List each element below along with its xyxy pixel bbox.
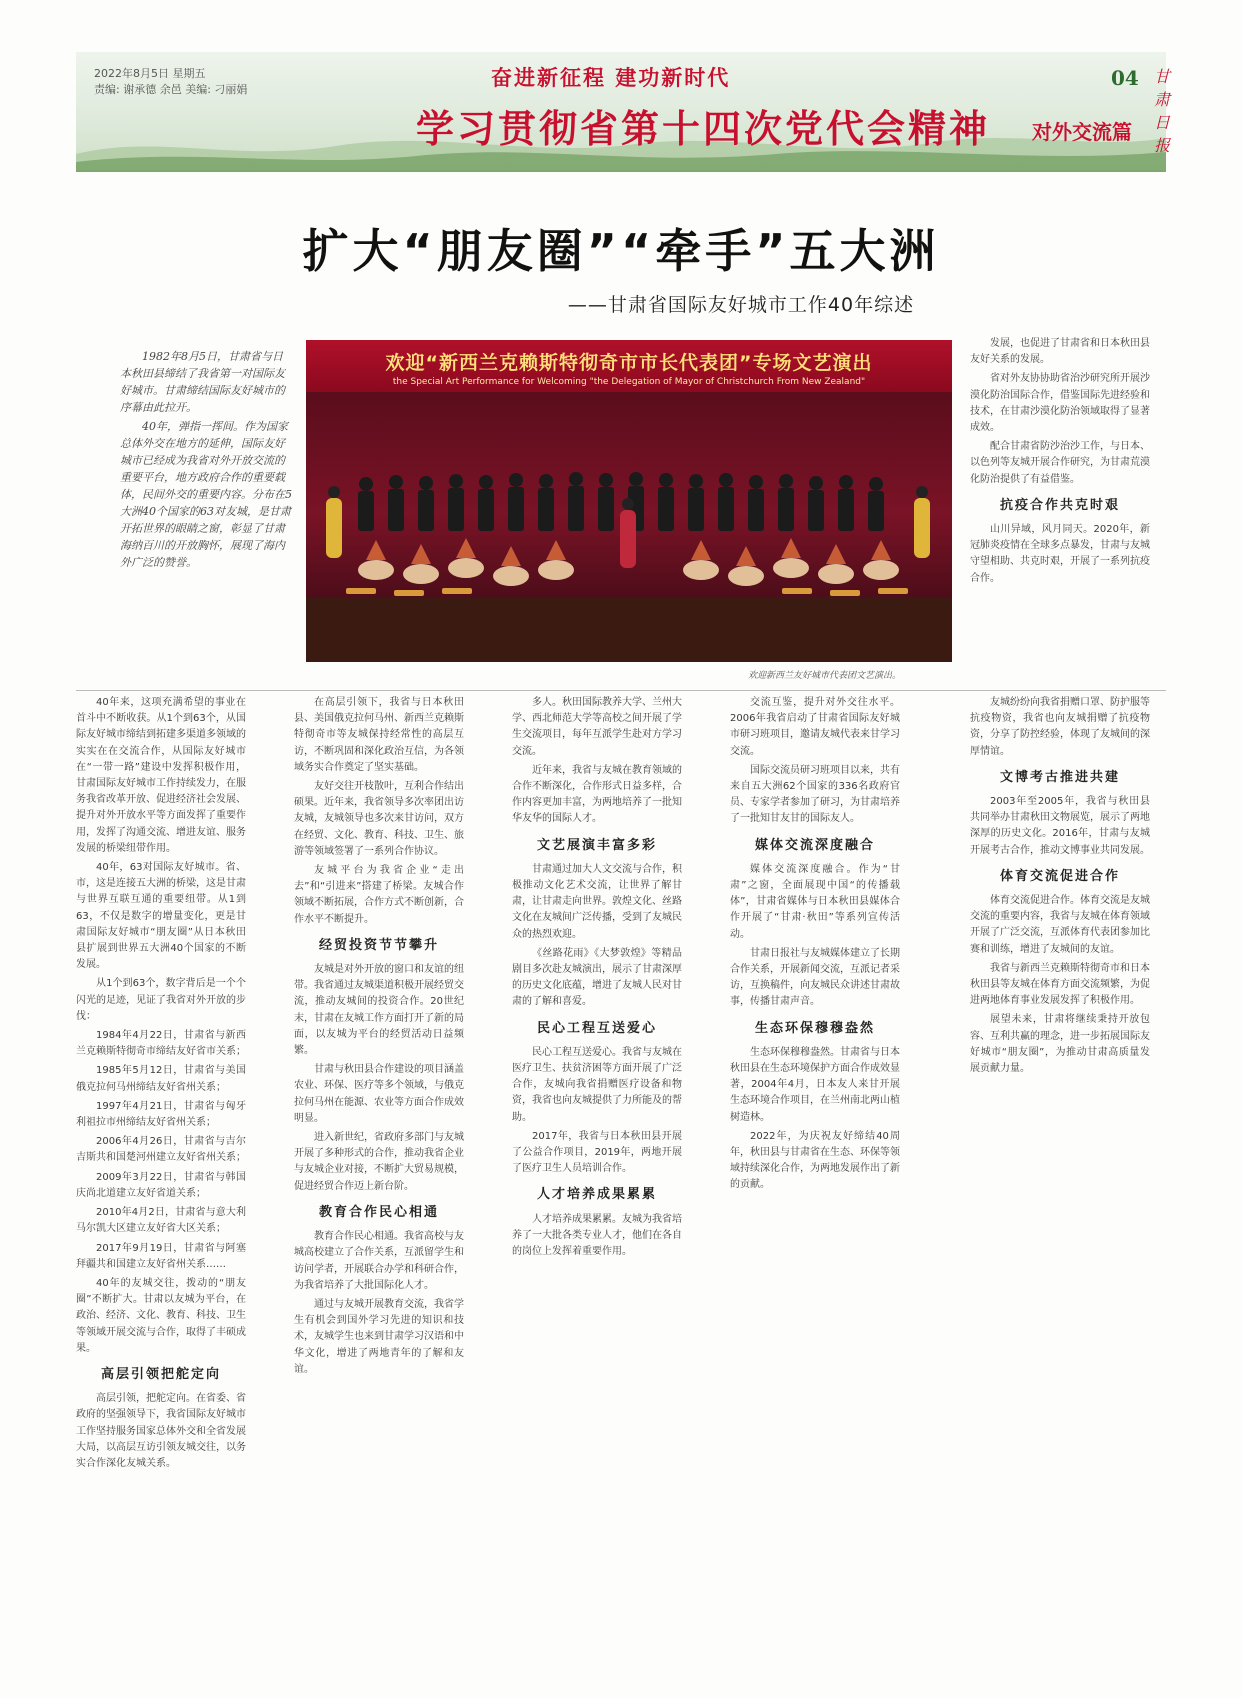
body-paragraph: 1997年4月21日，甘肃省与匈牙利祖拉市州缔结友好省州关系； — [76, 1100, 246, 1129]
body-paragraph: 展望未来，甘肃将继续秉持开放包容、互利共赢的理念，进一步拓展国际友好城市“朋友圈”，为推动甘肃高质量发展贡献力量。 — [970, 1014, 1150, 1075]
banner-english-text: the Special Art Performance for Welcoming "the Delegation of Mayor of Christchurch From New Zealand" — [392, 377, 866, 387]
body-paragraph: 教育合作民心相通。我省高校与友城高校建立了合作关系，互派留学生和访问学者，开展联合办学和科研合作，为我省培养了大批国际化人才。 — [294, 1231, 464, 1291]
intro-paragraph: 1982年8月5日，甘肃省与日本秋田县缔结了我省第一对国际友好城市。甘肃缔结国际友好城市的序幕由此拉开。 — [120, 350, 285, 414]
masthead-title: 学习贯彻省第十四次党代会精神 — [416, 107, 991, 151]
editor-credits: 责编: 谢承德 余邑 美编: 刁丽娟 — [94, 83, 248, 96]
section-heading: 体育交流促进合作 — [999, 868, 1120, 884]
body-paragraph: 1985年5月12日，甘肃省与美国俄克拉何马州缔结友好省州关系； — [76, 1065, 246, 1093]
section-heading: 高层引领把舵定向 — [100, 1366, 221, 1382]
stage-banner — [306, 340, 952, 392]
body-paragraph: 2017年，我省与日本秋田县开展了公益合作项目，2019年，两地开展了医疗卫生人员培训合作。 — [512, 1130, 682, 1175]
column-1 — [76, 695, 246, 1475]
body-paragraph: 2009年3月22日，甘肃省与韩国庆尚北道建立友好省道关系； — [76, 1171, 246, 1199]
newspaper-logo: 甘肃日报 — [1154, 67, 1171, 155]
body-paragraph: 2006年4月26日，甘肃省与吉尔吉斯共和国楚河州建立友好省州关系； — [76, 1136, 246, 1164]
body-paragraph: 我省与新西兰克赖斯特彻奇市和日本秋田县等友城在体育方面交流频繁，为促进两地体育事业发展发挥了积极作用。 — [970, 962, 1150, 1007]
body-paragraph: 民心工程互送爱心。我省与友城在医疗卫生、扶贫济困等方面开展了广泛合作，友城向我省捐赠医疗设备和物资，我省也向友城提供了力所能及的帮助。 — [512, 1046, 682, 1123]
body-paragraph: 2003年至2005年，我省与秋田县共同举办甘肃秋田文物展览，展示了两地深厚的历史文化。2016年，甘肃与友城开展考古合作，推动文博事业共同发展。 — [970, 796, 1150, 856]
body-paragraph: 交流互鉴，提升对外交往水平。2006年我省启动了甘肃省国际友好城市研习班项目，邀请友城代表来甘学习交流。 — [730, 697, 900, 757]
group-of-performers-image — [306, 392, 952, 662]
section-heading: 生态环保穆穆盎然 — [754, 1020, 875, 1036]
body-paragraph: 友城平台为我省企业“走出去”和“引进来”搭建了桥梁。友城合作领域不断拓展，合作方式不断创新，合作水平不断提升。 — [294, 865, 464, 925]
section-heading: 媒体交流深度融合 — [754, 837, 875, 853]
body-paragraph: 省对外友协协助省治沙研究所开展沙漠化防治国际合作，借鉴国际先进经验和技术，在甘肃沙漠化防治领域取得了显著成效。 — [970, 373, 1150, 434]
body-paragraph: 40年，63对国际友好城市。省、市，这是连接五大洲的桥梁，这是甘肃与世界互联互通的重要纽带。从1到63，不仅是数字的增量变化，更是甘肃国际友好城市“朋友圈”从日本秋田县扩展到世界五大洲40个国家的不断发展。 — [76, 862, 246, 971]
body-paragraph: 友城纷纷向我省捐赠口罩、防护服等抗疫物资，我省也向友城捐赠了抗疫物资，分享了防控经验，体现了友城间的深厚情谊。 — [970, 697, 1150, 757]
body-paragraph: 友城是对外开放的窗口和友谊的纽带。我省通过友城渠道积极开展经贸交流，推动友城间的投资合作。20世纪末，甘肃在友城工作方面打开了新的局面，以友城为平台的经贸活动日益频繁。 — [294, 964, 464, 1057]
column-4 — [730, 695, 900, 1197]
body-paragraph: 2022年，为庆祝友好缔结40周年，秋田县与甘肃省在生态、环保等领域持续深化合作，为两地发展作出了新的贡献。 — [730, 1130, 900, 1191]
masthead-banner — [76, 52, 1171, 172]
body-paragraph: 从1个到63个，数字背后是一个个闪光的足迹，见证了我省对外开放的步伐： — [76, 978, 246, 1022]
body-paragraph: 《丝路花雨》《大梦敦煌》等精品剧目多次赴友城演出，展示了甘肃深厚的历史文化底蕴，增进了友城人民对甘肃的了解和喜爱。 — [512, 947, 682, 1008]
column-3 — [512, 695, 682, 1263]
section-heading: 文艺展演丰富多彩 — [536, 837, 657, 853]
body-paragraph: 体育交流促进合作。体育交流是友城交流的重要内容，我省与友城在体育领域开展了广泛交流，互派体育代表团参加比赛和训练，增进了友城间的友谊。 — [970, 895, 1150, 955]
body-paragraph: 40年的友城交往，拨动的“朋友圈”不断扩大。甘肃以友城为平台，在政治、经济、文化、教育、科技、卫生等领域开展交流与合作，取得了丰硕成果。 — [76, 1277, 246, 1354]
body-paragraph: 甘肃日报社与友城媒体建立了长期合作关系，开展新闻交流，互派记者采访，互换稿件，向友城民众讲述甘肃故事，传播甘肃声音。 — [730, 947, 900, 1008]
body-paragraph: 媒体交流深度融合。作为“甘肃”之窗，全面展现中国“的传播载体”，甘肃省媒体与日本秋田县媒体合作开展了“甘肃·秋田”等系列宣传活动。 — [730, 863, 900, 940]
article-subheadline: ——甘肃省国际友好城市工作40年综述 — [567, 294, 915, 316]
photo-caption: 欢迎新西兰友好城市代表团文艺演出。 — [748, 671, 902, 681]
body-paragraph: 甘肃与秋田县合作建设的项目涵盖农业、环保、医疗等多个领域，与俄克拉何马州在能源、农业等方面合作成效明显。 — [294, 1064, 464, 1124]
body-paragraph: 进入新世纪，省政府多部门与友城开展了多种形式的合作，推动我省企业与友城企业对接，不断扩大贸易规模，促进经贸合作迈上新台阶。 — [294, 1132, 464, 1192]
article-intro — [120, 348, 292, 573]
body-paragraph: 多人。秋田国际教养大学、兰州大学、西北师范大学等高校之间开展了学生交流项目，每年互派学生赴对方学习交流。 — [512, 697, 682, 757]
body-paragraph: 2017年9月19日，甘肃省与阿塞拜疆共和国建立友好省州关系…… — [76, 1242, 246, 1270]
body-paragraph: 山川异域，风月同天。2020年，新冠肺炎疫情在全球多点暴发，甘肃与友城守望相助、共克时艰，开展了一系列抗疫合作。 — [970, 524, 1150, 584]
body-paragraph: 在高层引领下，我省与日本秋田县、美国俄克拉何马州、新西兰克赖斯特彻奇市等友城保持经常性的高层互访，不断巩固和深化政治互信，为各领域务实合作奠定了坚实基础。 — [294, 697, 464, 773]
masthead-slogan: 奋进新征程 建功新时代 — [491, 66, 731, 90]
body-paragraph: 友好交往开枝散叶，互利合作结出硕果。近年来，我省领导多次率团出访友城，友城领导也多次来甘访问，双方在经贸、文化、教育、科技、卫生、旅游等领域签署了一系列合作协议。 — [294, 781, 464, 857]
body-paragraph: 配合甘肃省防沙治沙工作，与日本、以色列等友城开展合作研究，为甘肃荒漠化防治提供了有益借鉴。 — [970, 441, 1150, 485]
section-heading: 抗疫合作共克时艰 — [999, 497, 1120, 513]
section-heading: 人才培养成果累累 — [536, 1187, 657, 1203]
body-paragraph: 高层引领，把舵定向。在省委、省政府的坚强领导下，我省国际友好城市工作坚持服务国家总体外交和全省发展大局，以高层互访引领友城交往，以务实合作深化友城关系。 — [76, 1393, 246, 1469]
body-paragraph: 人才培养成果累累。友城为我省培养了一大批各类专业人才，他们在各自的岗位上发挥着重要作用。 — [512, 1213, 682, 1258]
body-paragraph: 发展，也促进了甘肃省和日本秋田县友好关系的发展。 — [970, 338, 1150, 366]
body-paragraph: 甘肃通过加大人文交流与合作，积极推动文化艺术交流，让世界了解甘肃，让甘肃走向世界。敦煌文化、丝路文化在友城间广泛传播，受到了友城民众的热烈欢迎。 — [512, 863, 682, 940]
banner-chinese-text: 欢迎“新西兰克赖斯特彻奇市市长代表团”专场文艺演出 — [385, 352, 873, 374]
body-paragraph: 通过与友城开展教育交流，我省学生有机会到国外学习先进的知识和技术，友城学生也来到甘肃学习汉语和中华文化，增进了两地青年的了解和友谊。 — [294, 1298, 464, 1375]
body-paragraph: 2010年4月2日，甘肃省与意大利马尔凯大区建立友好省大区关系； — [76, 1207, 246, 1235]
body-paragraph: 40年来，这项充满希望的事业在首斗中不断收获。从1个到63个，从国际友好城市缔结到拓建多渠道多领域的实实在在交流合作，从国际友好城市在“一带一路”建设中发挥积极作用，甘肃国际友好城市工作持续发力，在服务我省改革开放、促进经济社会发展、提升对外开放水平等方面发挥了重要作用，发挥了沟通交流、增进友谊、服务发展的桥梁纽带作用。 — [76, 697, 246, 854]
section-heading: 民心工程互送爱心 — [536, 1020, 657, 1036]
body-paragraph: 生态环保穆穆盎然。甘肃省与日本秋田县在生态环境保护方面合作成效显著，2004年4月，日本友人来甘开展生态环境合作项目，在兰州南北两山植树造林。 — [730, 1046, 900, 1123]
column-2 — [294, 695, 464, 1381]
issue-date: 2022年8月5日 星期五 — [94, 67, 206, 80]
section-heading: 教育合作民心相通 — [318, 1204, 439, 1220]
page-number: 04 — [1111, 66, 1139, 90]
section-divider — [76, 690, 1166, 691]
section-heading: 文博考古推进共建 — [999, 769, 1120, 785]
section-heading: 经贸投资节节攀升 — [318, 937, 439, 953]
article-headline: 扩大“朋友圈”“牵手”五大洲 — [302, 224, 940, 278]
section-label: 对外交流篇 — [1032, 120, 1132, 144]
column-right-top — [970, 336, 1150, 590]
intro-paragraph: 40年，弹指一挥间。作为国家总体外交在地方的延伸，国际友好城市已经成为我省对外开放交流的重要平台，地方政府合作的重要载体，民间外交的重要内容。分布在5大洲40个国家的63对友城，是甘肃开拓世界的眼睛之窗，彰显了甘肃海纳百川的开放胸怀，展现了海内外广泛的赞誉。 — [120, 420, 292, 569]
body-paragraph: 1984年4月22日，甘肃省与新西兰克赖斯特彻奇市缔结友好省市关系； — [76, 1030, 246, 1058]
column-5 — [970, 695, 1150, 1080]
performance-photo — [306, 340, 952, 662]
body-paragraph: 近年来，我省与友城在教育领域的合作不断深化，合作形式日益多样，合作内容更加丰富，为两地培养了一批知华友华的国际人才。 — [512, 764, 682, 825]
masthead-meta — [94, 66, 247, 98]
body-paragraph: 国际交流员研习班项目以来，共有来自五大洲62个国家的336名政府官员、专家学者参加了研习，为甘肃培养了一批知甘友甘的国际友人。 — [730, 764, 900, 825]
